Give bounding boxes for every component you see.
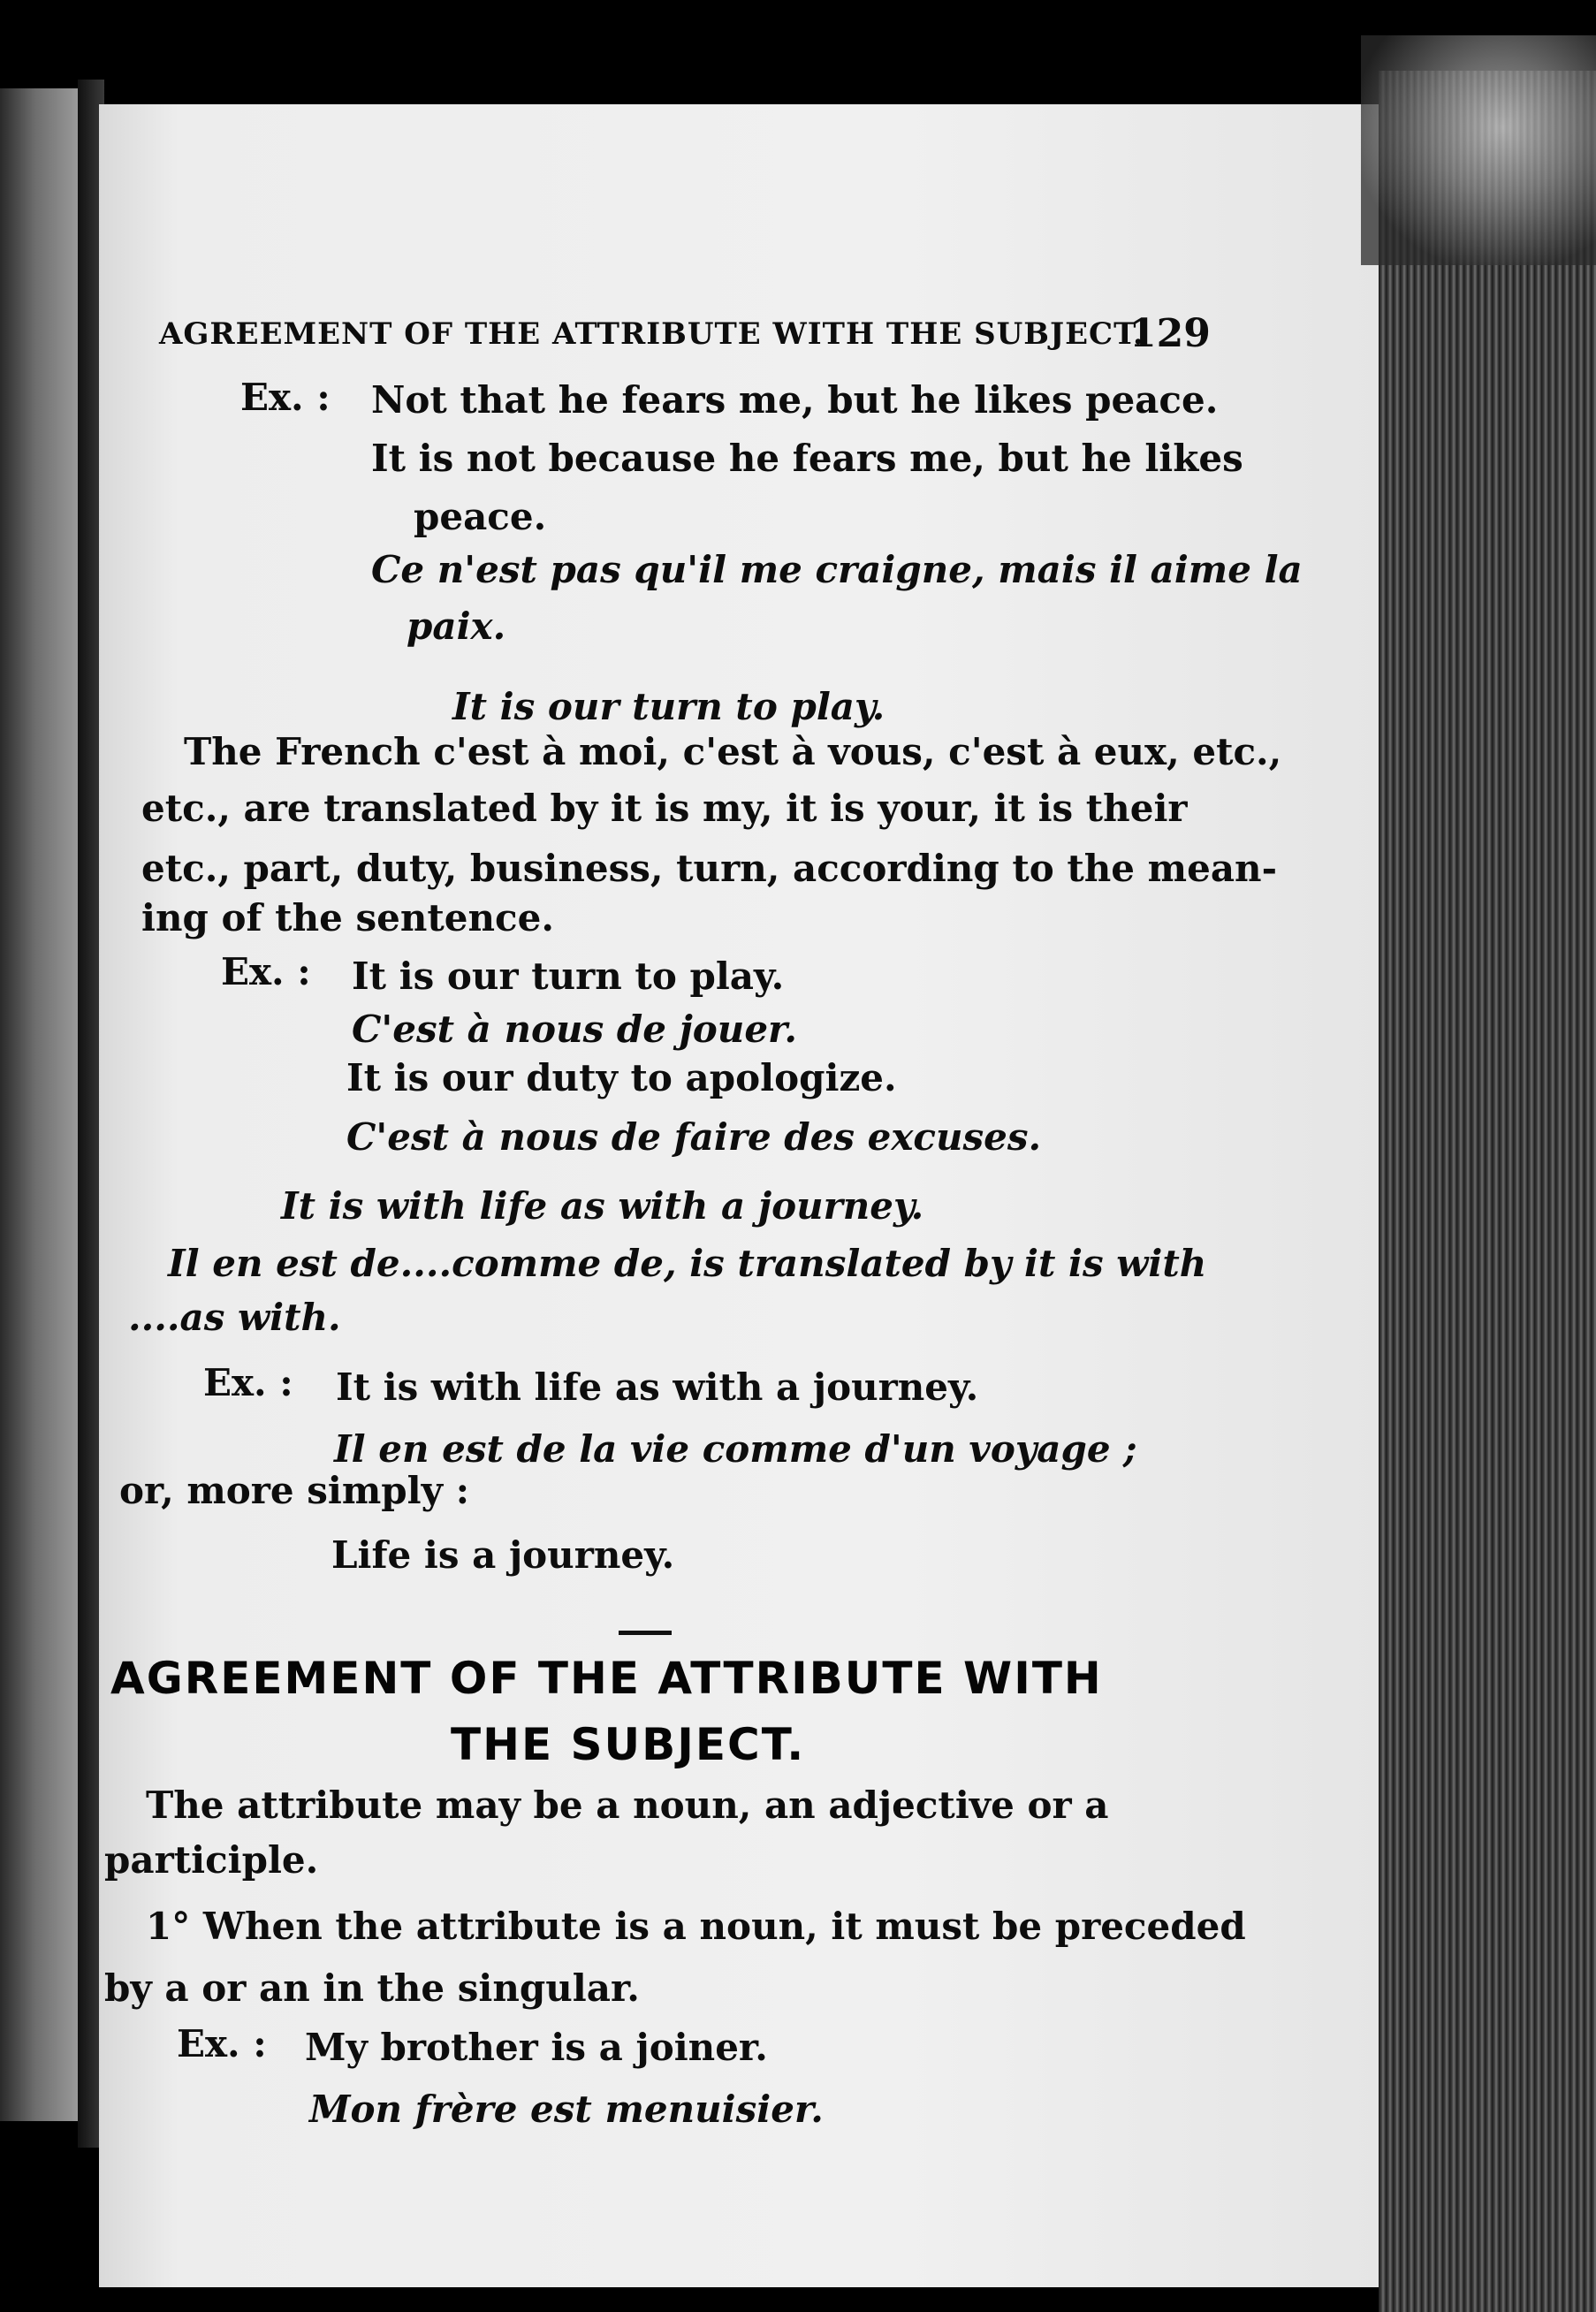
paragraph-line: The French c'est à moi, c'est à vous, c'est à eux, etc.,: [184, 730, 1282, 773]
example-line-french: Ce n'est pas qu'il me craigne, mais il aime la: [371, 548, 1303, 591]
paragraph-line: or, more simply :: [119, 1469, 470, 1512]
paragraph-line: ing of the sentence.: [141, 896, 554, 939]
paragraph-line: etc., part, duty, business, turn, according to the mean-: [141, 847, 1277, 890]
paragraph-line: The attribute may be a noun, an adjective or a: [146, 1783, 1109, 1827]
example-line: Life is a journey.: [331, 1533, 675, 1577]
example-line: It is with life as with a journey.: [336, 1365, 979, 1409]
subsection-heading: It is our turn to play.: [452, 685, 885, 728]
example-line-french: Il en est de la vie comme d'un voyage ;: [334, 1427, 1137, 1471]
example-line-french: paix.: [407, 605, 506, 648]
example-line: My brother is a joiner.: [305, 2026, 768, 2069]
page-edges: [1379, 71, 1596, 2312]
show-through-text: [336, 237, 1220, 281]
paragraph-line: Il en est de....comme de, is translated by it is with: [168, 1242, 1207, 1285]
page-number: 129: [1129, 311, 1211, 356]
facing-page-edge: [0, 88, 78, 2121]
subsection-heading: It is with life as with a journey.: [281, 1184, 924, 1228]
example-line-french: Mon frère est menuisier.: [309, 2088, 824, 2131]
worn-corner: [1361, 35, 1596, 265]
paragraph-line: ....as with.: [128, 1296, 341, 1339]
example-line-french: C'est à nous de faire des excuses.: [346, 1115, 1042, 1159]
paragraph-line: 1° When the attribute is a noun, it must be preceded: [146, 1905, 1246, 1948]
example-label: Ex. :: [240, 376, 331, 419]
example-line-french: C'est à nous de jouer.: [352, 1008, 797, 1051]
example-line: Not that he fears me, but he likes peace.: [371, 378, 1219, 422]
example-line: It is our turn to play.: [352, 954, 785, 998]
paragraph-line: participle.: [104, 1838, 319, 1882]
paragraph-line: etc., are translated by it is my, it is your, it is their: [141, 787, 1188, 830]
section-rule: [619, 1631, 672, 1635]
example-line: peace.: [414, 495, 547, 538]
running-head: AGREEMENT OF THE ATTRIBUTE WITH THE SUBJECT.: [159, 316, 1144, 352]
example-label: Ex. :: [177, 2022, 267, 2065]
example-line: It is our duty to apologize.: [346, 1056, 897, 1099]
example-label: Ex. :: [221, 950, 311, 993]
section-title: THE SUBJECT.: [451, 1719, 806, 1770]
paragraph-line: by a or an in the singular.: [104, 1966, 640, 2010]
example-line: It is not because he fears me, but he likes: [371, 437, 1243, 480]
example-label: Ex. :: [203, 1361, 293, 1404]
section-title: AGREEMENT OF THE ATTRIBUTE WITH: [110, 1653, 1103, 1704]
